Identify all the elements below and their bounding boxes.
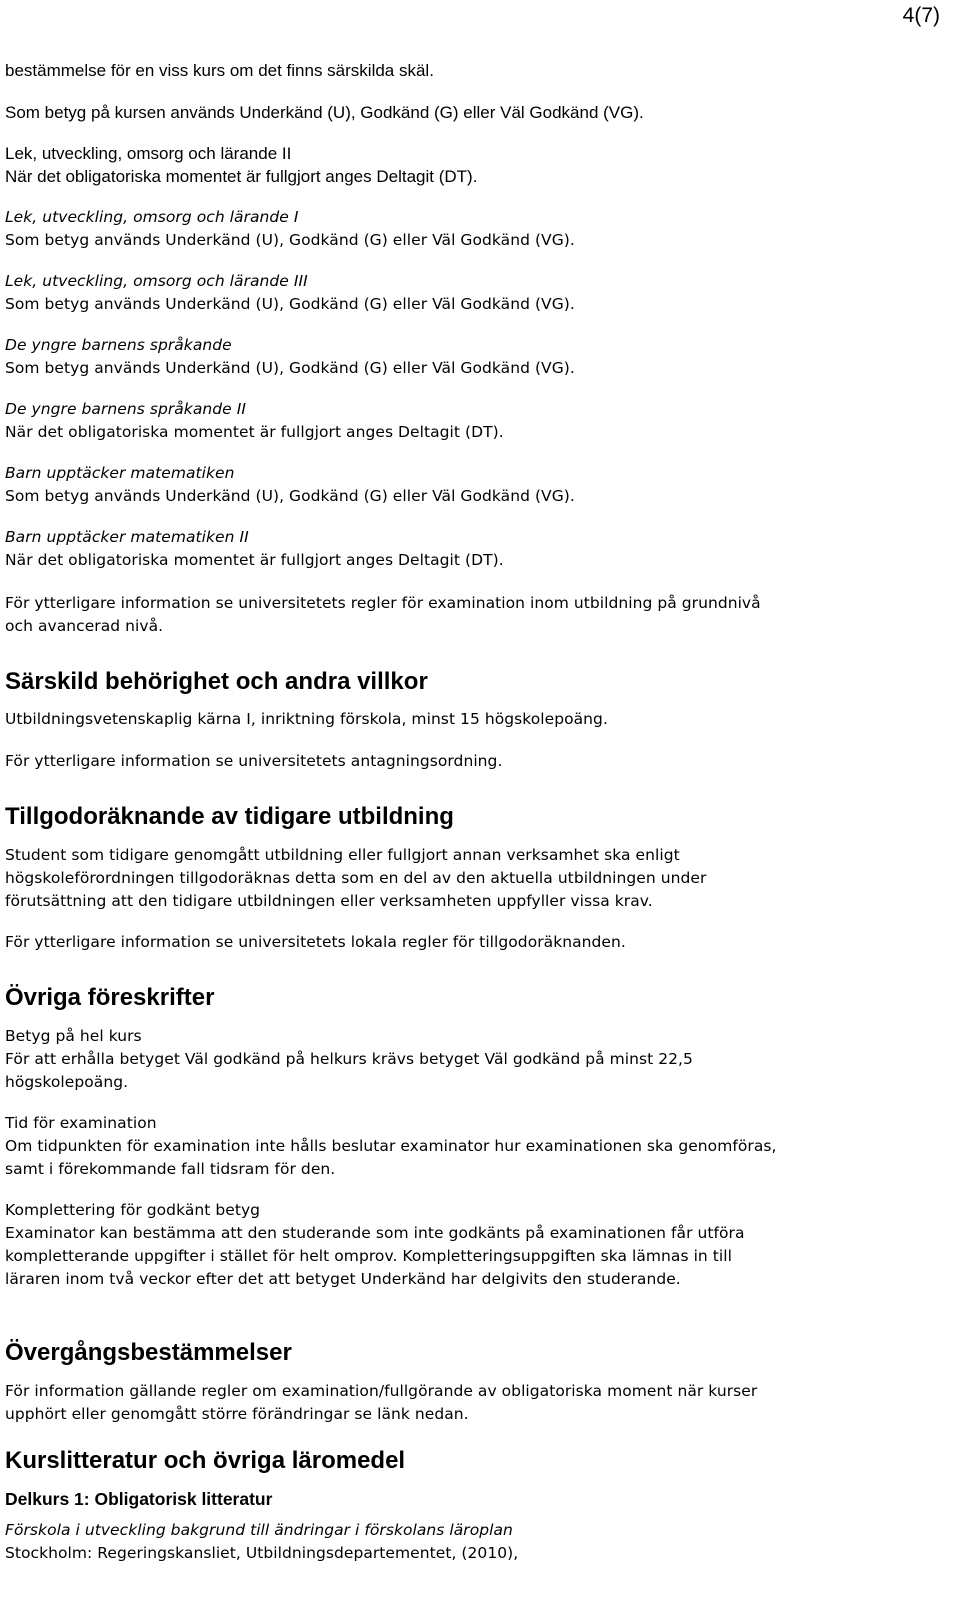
module-block-0 [5,142,940,188]
eligibility-heading: Särskild behörighet och andra villkor [5,668,428,695]
supplement-line: läraren inom två veckor efter det att betyget Underkänd har delgivits den studerande. [5,1270,681,1288]
other-rules-heading: Övriga föreskrifter [5,984,215,1011]
module-block-1 [5,206,940,252]
module-title: Barn upptäcker matematiken [5,464,235,482]
supplement-paragraph [5,1199,940,1291]
intro-text [5,59,940,82]
module-block-4 [5,398,940,444]
eligibility-requirement [5,708,940,731]
supplement-line: Examinator kan bestämma att den studerande som inte godkänts på examinationen får utföra [5,1224,745,1242]
module-title: Lek, utveckling, omsorg och lärande II [5,144,292,163]
transition-heading: Övergångsbestämmelser [5,1339,292,1366]
admission-info-line: För ytterligare information se universitetets antagningsordning. [5,752,503,770]
module-title: De yngre barnens språkande II [5,400,246,418]
course-grading-text [5,101,940,124]
exam-info-paragraph [5,592,940,638]
module-title: De yngre barnens språkande [5,336,232,354]
module-block-5 [5,462,940,508]
exam-time-title: Tid för examination [5,1114,157,1132]
module-grading-rule: Som betyg används Underkänd (U), Godkänd (G) eller Väl Godkänd (VG). [5,231,575,249]
whole-course-grade-title: Betyg på hel kurs [5,1027,142,1045]
whole-course-grade-line: För att erhålla betyget Väl godkänd på helkurs krävs betyget Väl godkänd på minst 22,5 [5,1050,693,1068]
exam-time-line: Om tidpunkten för examination inte hålls beslutar examinator hur examinationen ska genomföras, [5,1137,777,1155]
exam-info-line: För ytterligare information se universitetets regler för examination inom utbildning på grundnivå [5,594,761,612]
intro-line: bestämmelse för en viss kurs om det finns särskilda skäl. [5,61,434,80]
module-title: Lek, utveckling, omsorg och lärande I [5,208,299,226]
module-title: Lek, utveckling, omsorg och lärande III [5,272,308,290]
module-grading-rule: Som betyg används Underkänd (U), Godkänd (G) eller Väl Godkänd (VG). [5,295,575,313]
module-grading-rule: Som betyg används Underkänd (U), Godkänd (G) eller Väl Godkänd (VG). [5,359,575,377]
exam-time-line: samt i förekommande fall tidsram för den. [5,1160,336,1178]
credit-transfer-info-line: För ytterligare information se universitetets lokala regler för tillgodoräknanden. [5,933,626,951]
book-title: Förskola i utveckling bakgrund till ändringar i förskolans läroplan [5,1521,513,1539]
supplement-title: Komplettering för godkänt betyg [5,1201,261,1219]
requirement-line: Utbildningsvetenskaplig kärna I, inriktning förskola, minst 15 högskolepoäng. [5,710,608,728]
literature-entry [5,1519,940,1565]
module-block-3 [5,334,940,380]
module-grading-rule: När det obligatoriska momentet är fullgjort anges Deltagit (DT). [5,551,504,569]
eligibility-info [5,750,940,773]
module-grading-rule: Som betyg används Underkänd (U), Godkänd (G) eller Väl Godkänd (VG). [5,487,575,505]
credit-transfer-info [5,931,940,954]
module-grading-rule: När det obligatoriska momentet är fullgjort anges Deltagit (DT). [5,167,478,186]
course-grading-line: Som betyg på kursen används Underkänd (U), Godkänd (G) eller Väl Godkänd (VG). [5,103,644,122]
transition-line: upphört eller genomgått större förändringar se länk nedan. [5,1405,469,1423]
credit-transfer-line: förutsättning att den tidigare utbildningen eller verksamheten uppfyller vissa krav. [5,892,653,910]
exam-info-line: och avancerad nivå. [5,617,164,635]
page-number: 4(7) [902,4,940,27]
book-publisher: Stockholm: Regeringskansliet, Utbildningsdepartementet, (2010), [5,1544,519,1562]
credit-transfer-paragraph [5,844,940,913]
whole-course-grade-line: högskolepoäng. [5,1073,129,1091]
module-grading-rule: När det obligatoriska momentet är fullgjort anges Deltagit (DT). [5,423,504,441]
whole-course-grade-paragraph [5,1025,940,1094]
transition-paragraph [5,1380,940,1426]
literature-subheading: Delkurs 1: Obligatorisk litteratur [5,1489,273,1509]
module-block-6 [5,526,940,572]
module-block-2 [5,270,940,316]
credit-transfer-line: Student som tidigare genomgått utbildning eller fullgjort annan verksamhet ska enligt [5,846,680,864]
literature-heading: Kurslitteratur och övriga läromedel [5,1447,406,1474]
credit-transfer-heading: Tillgodoräknande av tidigare utbildning [5,803,454,830]
module-title: Barn upptäcker matematiken II [5,528,249,546]
transition-line: För information gällande regler om examination/fullgörande av obligatoriska moment när kurser [5,1382,758,1400]
exam-time-paragraph [5,1112,940,1181]
supplement-line: kompletterande uppgifter i stället för helt omprov. Kompletteringsuppgiften ska lämnas in till [5,1247,732,1265]
credit-transfer-line: högskoleförordningen tillgodoräknas detta som en del av den aktuella utbildningen under [5,869,707,887]
